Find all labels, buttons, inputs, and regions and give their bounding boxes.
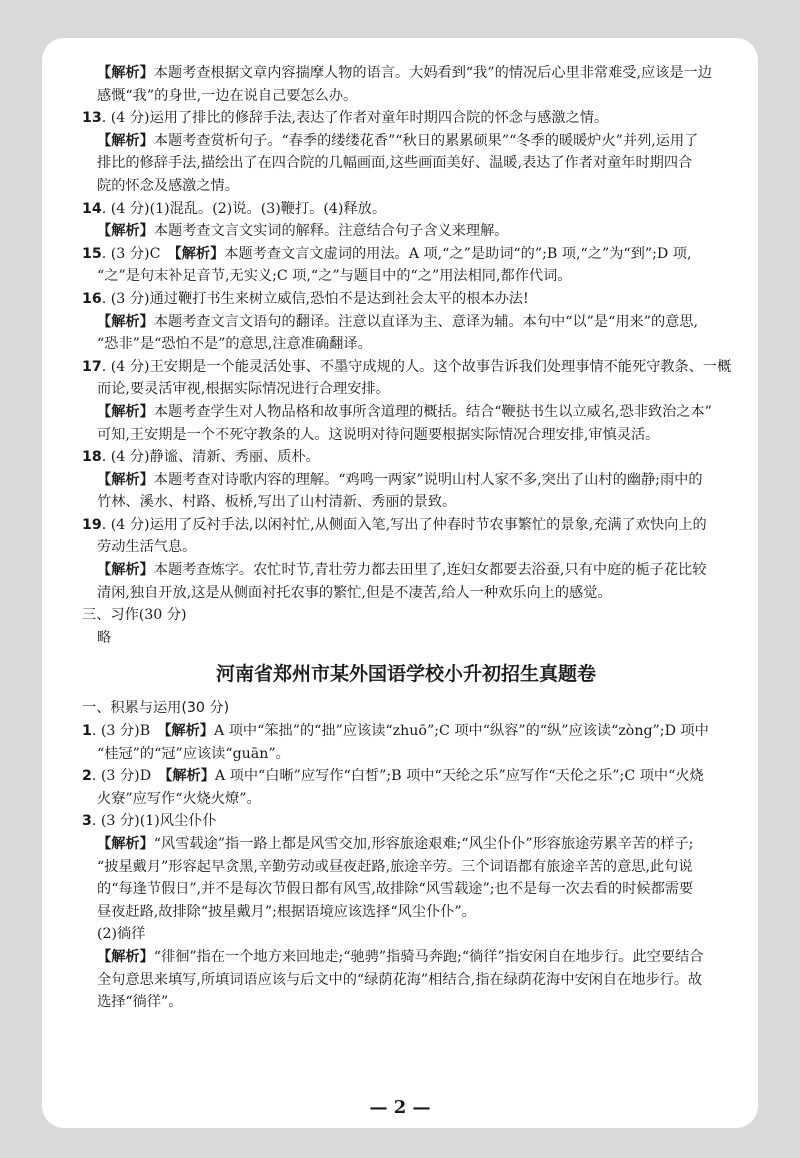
answer-section-bottom	[82, 697, 730, 1013]
text-run: . (3 分)(1)风尘仆仆	[91, 813, 217, 830]
text-run: 院的怀念及感激之情。	[97, 177, 239, 194]
text-run: . (3 分)D	[91, 768, 166, 785]
text-line	[82, 697, 730, 720]
text-line	[82, 923, 730, 946]
text-run: 排比的修辞手法,描绘出了在四合院的几幅画面,这些画面美好、温暖,表达了作者对童年时期四合	[97, 155, 693, 172]
text-run: “风雪载途”指一路上都是风雪交加,形容旅途艰难;“风尘仆仆”形容旅途劳累辛苦的样子;	[153, 836, 694, 852]
text-run: 的“每逢节假日”,并不是每次节假日都有风雪,故排除“风雪载途”;也不是每一次去看的时候都需要	[97, 881, 694, 898]
text-line	[82, 288, 730, 311]
analysis-tag: 【解析】	[97, 948, 154, 965]
text-line	[82, 243, 730, 266]
text-line	[82, 130, 730, 153]
text-line	[82, 878, 730, 901]
text-line	[82, 107, 730, 130]
question-number: 13	[82, 110, 102, 127]
analysis-tag: 【解析】	[97, 403, 154, 420]
text-run: . (4 分)静谧、清新、秀丽、质朴。	[101, 449, 320, 466]
text-run: (2)徜徉	[97, 926, 146, 943]
text-run: 而论,要灵活审视,根据实际情况进行合理安排。	[97, 381, 390, 398]
text-line	[82, 311, 730, 334]
text-run: 火寮”应写作“火烧火燎”。	[97, 790, 261, 807]
text-line	[82, 469, 730, 492]
text-line	[82, 220, 730, 243]
text-run: 略	[97, 629, 112, 646]
text-run: 本题考查文言文语句的翻译。注意以直译为主、意译为辅。本句中“以”是“用来”的意思,	[153, 313, 699, 330]
text-run: 本题考查学生对人物品格和故事所含道理的概括。结合“鞭挞书生以立威名,恐非致治之本”	[153, 403, 712, 420]
analysis-tag: 【解析】	[164, 723, 214, 740]
text-line	[82, 582, 730, 605]
text-run: “桂冠”的“冠”应该读“guān”。	[97, 745, 290, 762]
text-line	[82, 356, 730, 379]
analysis-tag: 【解析】	[165, 768, 215, 785]
text-run: “披星戴月”形容起早贪黑,辛勤劳动或昼夜赶路,旅途辛劳。三个词语都有旅途辛苦的意思,此句说	[97, 858, 693, 875]
answer-section-top	[82, 62, 730, 649]
text-run: 本题考查对诗歌内容的理解。“鸡鸣一两家”说明山村人家不多,突出了山村的幽静;雨中的	[153, 471, 703, 488]
text-line	[82, 152, 730, 175]
text-run: . (3 分)B	[91, 723, 165, 740]
text-line	[82, 175, 730, 198]
text-line	[82, 720, 730, 743]
question-number: 16	[82, 290, 102, 307]
question-number: 17	[82, 358, 102, 375]
text-line	[82, 604, 730, 627]
text-run: 感慨“我”的身世,一边在说自己要怎么办。	[97, 87, 358, 104]
text-run: 全句意思来填写,所填词语应该与后文中的“绿荫花海”相结合,指在绿荫花海中安闲自在地步行。故	[97, 971, 703, 988]
text-line	[82, 559, 730, 582]
question-number: 18	[82, 449, 102, 466]
text-line	[82, 378, 730, 401]
text-line	[82, 743, 730, 766]
question-number: 15	[82, 245, 102, 262]
text-run: “之”是句末补足音节,无实义;C 项,“之”与题目中的“之”用法相同,都作代词。	[97, 268, 572, 285]
text-line	[82, 901, 730, 924]
text-run: . (4 分)王安期是一个能灵活处事、不墨守成规的人。这个故事告诉我们处理事情不能死守教条、一概	[101, 358, 732, 375]
analysis-tag: 【解析】	[97, 65, 154, 81]
text-line	[82, 946, 730, 969]
text-line	[82, 265, 730, 288]
text-line	[82, 401, 730, 424]
text-line	[82, 856, 730, 879]
text-run: 三、习作(30 分)	[82, 607, 187, 624]
text-run: 一、积累与运用(30 分)	[82, 700, 230, 717]
text-run: 本题考查文言文虚词的用法。A 项,“之”是助词“的”;B 项,“之”为“到”;D 项,	[224, 245, 692, 262]
analysis-tag: 【解析】	[97, 836, 154, 852]
text-run: . (4 分)运用了反衬手法,以闲衬忙,从侧面入笔,写出了仲春时节农事繁忙的景象,充满了欢快向上的	[101, 516, 707, 533]
text-line	[82, 85, 730, 108]
analysis-tag: 【解析】	[97, 313, 154, 330]
text-run: 本题考查根据文章内容揣摩人物的语言。大妈看到“我”的情况后心里非常难受,应该是一边	[153, 65, 712, 81]
text-line	[82, 536, 730, 559]
exam-title: 河南省郑州市某外国语学校小升初招生真题卷	[215, 663, 596, 686]
question-number: 14	[82, 200, 102, 217]
text-run: 昼夜赶路,故排除“披星戴月”;根据语境应该选择“风尘仆仆”。	[97, 903, 476, 920]
text-run: 本题考查炼字。农忙时节,青壮劳力都去田里了,连妇女都要去浴蚕,只有中庭的栀子花比较	[153, 562, 707, 579]
text-run: “徘徊”指在一个地方来回地走;“驰骋”指骑马奔跑;“徜徉”指安闲自在地步行。此空要结合	[153, 948, 704, 965]
text-line	[82, 833, 730, 856]
question-number: 3	[82, 813, 92, 830]
text-run: “恐非”是“恐怕不是”的意思,注意准确翻译。	[97, 336, 372, 353]
text-line	[82, 514, 730, 537]
text-line	[82, 198, 730, 221]
text-run: 本题考查赏析句子。“春季的缕缕花香”“秋日的累累硕果”“冬季的暖暖炉火”并列,运用了	[153, 132, 699, 149]
text-run: 劳动生活气息。	[97, 539, 197, 556]
question-number: 19	[82, 516, 102, 533]
answer-page	[42, 38, 758, 1128]
question-number: 2	[82, 768, 92, 785]
text-run: A 项中“白晰”应写作“白皙”;B 项中“天纶之乐”应写作“天伦之乐”;C 项中“火烧	[214, 768, 704, 785]
text-run: . (4 分)运用了排比的修辞手法,表达了作者对童年时期四合院的怀念与感激之情。	[101, 110, 609, 127]
text-run: 本题考查文言文实词的解释。注意结合句子含义来理解。	[153, 223, 509, 240]
text-run: A 项中“笨拙”的“拙”应该读“zhuō”;C 项中“纵容”的“纵”应该读“zòng”;D 项中	[213, 723, 709, 740]
text-run: 竹林、溪水、村路、板桥,写出了山村清新、秀丽的景致。	[97, 494, 457, 511]
text-run: . (3 分)通过鞭打书生来树立威信,恐怕不是达到社会太平的根本办法!	[101, 290, 529, 307]
analysis-tag: 【解析】	[97, 562, 154, 579]
text-line	[82, 333, 730, 356]
analysis-tag: 【解析】	[97, 132, 154, 149]
text-run: . (3 分)C	[101, 245, 175, 262]
text-line	[82, 810, 730, 833]
text-run: 选择“徜徉”。	[97, 994, 183, 1011]
question-number: 1	[82, 723, 92, 740]
analysis-tag: 【解析】	[174, 245, 225, 262]
analysis-tag: 【解析】	[97, 223, 154, 240]
text-line	[82, 446, 730, 469]
page-number: — 2 —	[369, 1097, 431, 1118]
text-line	[82, 969, 730, 992]
text-line	[82, 991, 730, 1014]
text-line	[82, 491, 730, 514]
text-run: 可知,王安期是一个不死守教条的人。这说明对待问题要根据实际情况合理安排,审慎灵活。	[97, 426, 660, 443]
text-line	[82, 62, 730, 85]
text-run: 清闲,独自开放,这是从侧面衬托农事的繁忙,但是不凄苦,给人一种欢乐向上的感觉。	[97, 584, 612, 601]
text-run: . (4 分)(1)混乱。(2)说。(3)鞭打。(4)释放。	[101, 200, 387, 217]
text-line	[82, 788, 730, 811]
text-line	[82, 424, 730, 447]
text-line	[82, 765, 730, 788]
text-line	[82, 627, 730, 650]
analysis-tag: 【解析】	[97, 471, 154, 488]
